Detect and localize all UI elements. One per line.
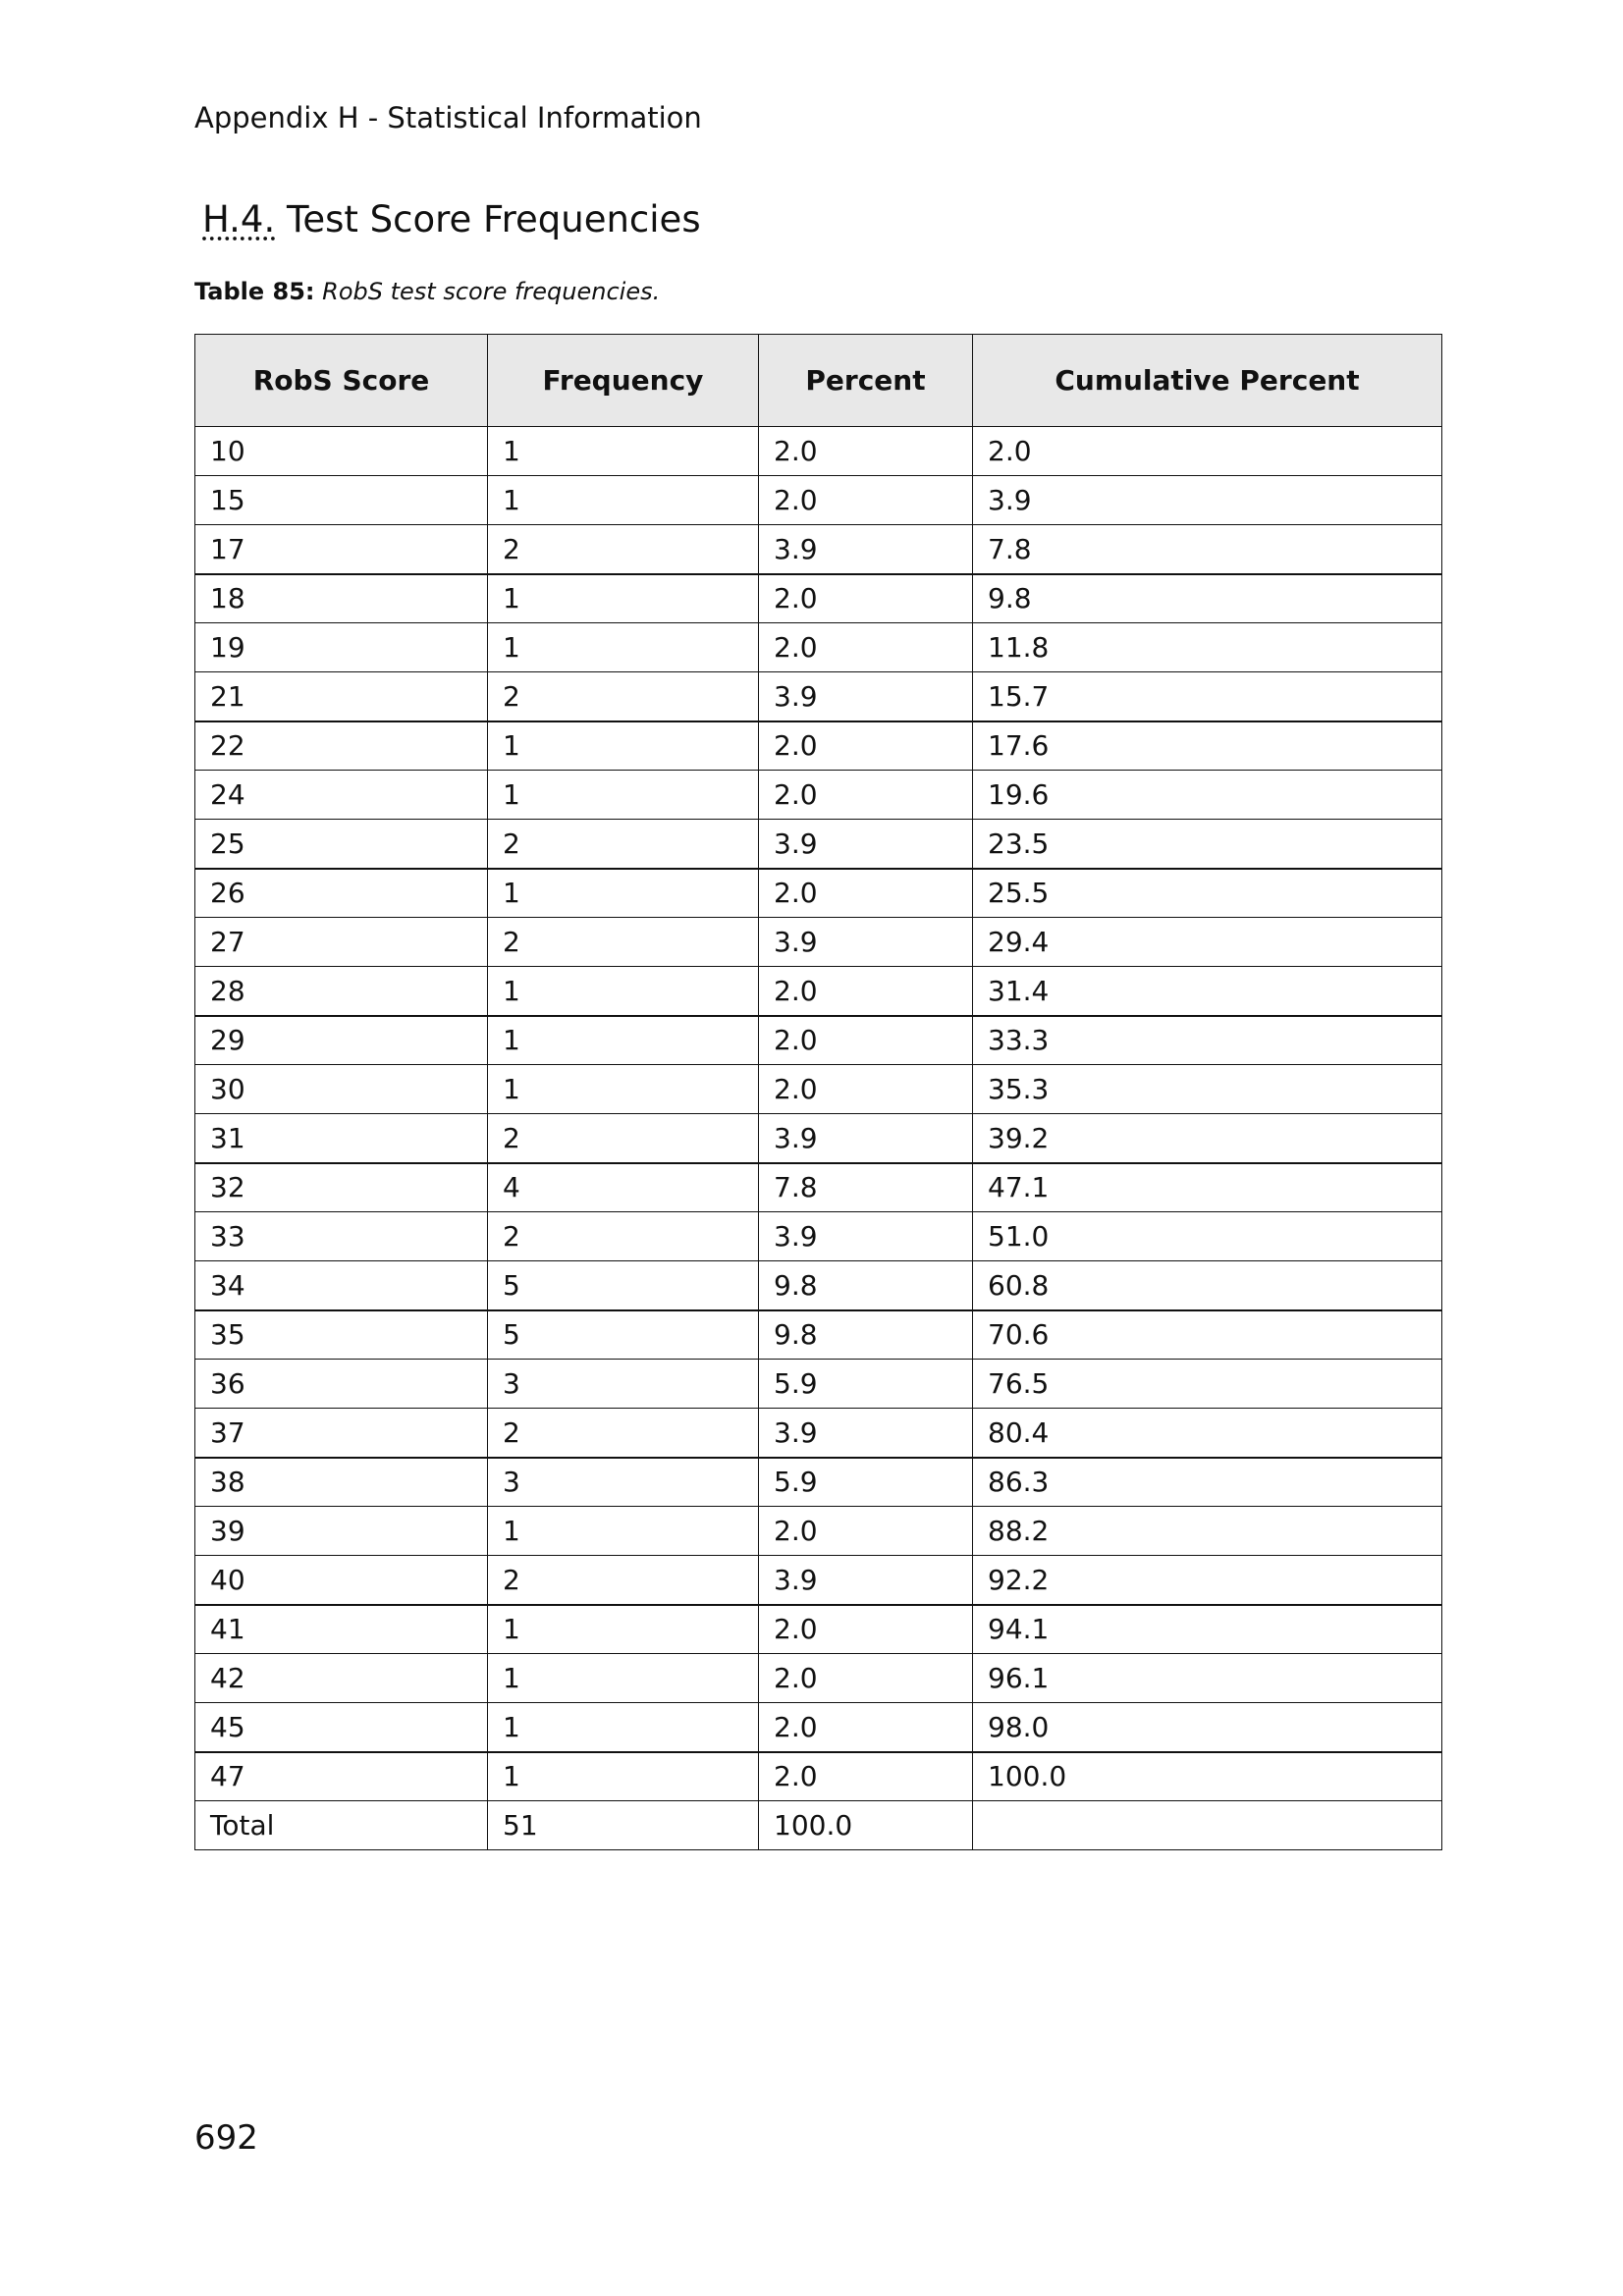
percent-cell: 2.0 [759, 771, 973, 820]
cumulative-percent-cell: 70.6 [973, 1310, 1442, 1360]
cumulative-percent-cell: 94.1 [973, 1605, 1442, 1654]
percent-cell: 3.9 [759, 525, 973, 574]
robs-score-cell: 31 [195, 1114, 488, 1163]
table-row [195, 967, 1442, 1016]
robs-score-cell: 19 [195, 623, 488, 672]
score-frequency-table [194, 334, 1442, 1850]
table-row [195, 820, 1442, 869]
cumulative-percent-cell: 2.0 [973, 427, 1442, 476]
frequency-cell: 5 [488, 1310, 759, 1360]
table-row [195, 918, 1442, 967]
frequency-cell: 2 [488, 918, 759, 967]
percent-cell: 2.0 [759, 869, 973, 918]
table-row [195, 1703, 1442, 1752]
percent-cell: 5.9 [759, 1360, 973, 1409]
cumulative-percent-cell: 15.7 [973, 672, 1442, 721]
frequency-cell: 2 [488, 1212, 759, 1261]
robs-score-cell: 21 [195, 672, 488, 721]
column-header-cumulative-percent: Cumulative Percent [973, 335, 1442, 427]
cumulative-percent-cell: 23.5 [973, 820, 1442, 869]
robs-score-cell: 37 [195, 1409, 488, 1458]
cumulative-percent-cell: 35.3 [973, 1065, 1442, 1114]
frequency-cell: 3 [488, 1458, 759, 1507]
cumulative-percent-cell: 88.2 [973, 1507, 1442, 1556]
robs-score-cell: 34 [195, 1261, 488, 1310]
table-row [195, 771, 1442, 820]
table-row [195, 1016, 1442, 1065]
table-row [195, 1458, 1442, 1507]
robs-score-cell: 25 [195, 820, 488, 869]
frequency-cell: 1 [488, 1654, 759, 1703]
frequency-cell: 5 [488, 1261, 759, 1310]
cumulative-percent-cell: 86.3 [973, 1458, 1442, 1507]
table-header-row [195, 335, 1442, 427]
percent-cell: 2.0 [759, 1703, 973, 1752]
percent-cell: 2.0 [759, 1605, 973, 1654]
frequency-cell: 1 [488, 623, 759, 672]
frequency-cell: 1 [488, 427, 759, 476]
cumulative-percent-cell: 98.0 [973, 1703, 1442, 1752]
cumulative-percent-cell: 96.1 [973, 1654, 1442, 1703]
robs-score-cell: 39 [195, 1507, 488, 1556]
frequency-cell: 1 [488, 1016, 759, 1065]
table-row [195, 1360, 1442, 1409]
column-header-frequency: Frequency [488, 335, 759, 427]
cumulative-percent-cell: 3.9 [973, 476, 1442, 525]
table-row [195, 1752, 1442, 1801]
frequency-cell: 1 [488, 1752, 759, 1801]
section-title: Test Score Frequencies [287, 198, 701, 240]
table-caption-text: RobS test score frequencies. [322, 278, 661, 305]
table-row [195, 1654, 1442, 1703]
table-row [195, 574, 1442, 623]
cumulative-percent-cell: 29.4 [973, 918, 1442, 967]
robs-score-cell: 28 [195, 967, 488, 1016]
robs-score-cell: 38 [195, 1458, 488, 1507]
table-row [195, 476, 1442, 525]
table-row [195, 672, 1442, 721]
robs-score-cell: 15 [195, 476, 488, 525]
frequency-cell: 2 [488, 672, 759, 721]
cumulative-percent-cell: 31.4 [973, 967, 1442, 1016]
robs-score-cell: 26 [195, 869, 488, 918]
frequency-cell: 1 [488, 1703, 759, 1752]
frequency-cell: 1 [488, 1065, 759, 1114]
robs-score-cell: 32 [195, 1163, 488, 1212]
table-row [195, 721, 1442, 771]
percent-cell: 9.8 [759, 1310, 973, 1360]
column-header-percent: Percent [759, 335, 973, 427]
robs-score-cell: Total [195, 1801, 488, 1850]
percent-cell: 3.9 [759, 1114, 973, 1163]
table-row [195, 1310, 1442, 1360]
table-body [195, 427, 1442, 1850]
robs-score-cell: 42 [195, 1654, 488, 1703]
percent-cell: 2.0 [759, 623, 973, 672]
robs-score-cell: 24 [195, 771, 488, 820]
cumulative-percent-cell: 9.8 [973, 574, 1442, 623]
robs-score-cell: 45 [195, 1703, 488, 1752]
frequency-cell: 2 [488, 1409, 759, 1458]
table-row [195, 427, 1442, 476]
frequency-cell: 2 [488, 525, 759, 574]
percent-cell: 9.8 [759, 1261, 973, 1310]
robs-score-cell: 17 [195, 525, 488, 574]
table-total-row [195, 1801, 1442, 1850]
frequency-cell: 51 [488, 1801, 759, 1850]
table-row [195, 1114, 1442, 1163]
section-number: H.4. [202, 198, 276, 240]
cumulative-percent-cell: 17.6 [973, 721, 1442, 771]
frequency-cell: 1 [488, 771, 759, 820]
column-header-robs-score: RobS Score [195, 335, 488, 427]
robs-score-cell: 29 [195, 1016, 488, 1065]
percent-cell: 3.9 [759, 820, 973, 869]
robs-score-cell: 22 [195, 721, 488, 771]
frequency-cell: 1 [488, 1605, 759, 1654]
robs-score-cell: 36 [195, 1360, 488, 1409]
percent-cell: 2.0 [759, 427, 973, 476]
frequency-cell: 2 [488, 1556, 759, 1605]
robs-score-cell: 18 [195, 574, 488, 623]
frequency-cell: 1 [488, 1507, 759, 1556]
table-row [195, 1409, 1442, 1458]
cumulative-percent-cell: 92.2 [973, 1556, 1442, 1605]
robs-score-cell: 30 [195, 1065, 488, 1114]
percent-cell: 2.0 [759, 721, 973, 771]
table-row [195, 623, 1442, 672]
table-row [195, 1163, 1442, 1212]
cumulative-percent-cell: 47.1 [973, 1163, 1442, 1212]
table-caption-label: Table 85: [194, 278, 315, 305]
percent-cell: 2.0 [759, 967, 973, 1016]
robs-score-cell: 27 [195, 918, 488, 967]
robs-score-cell: 33 [195, 1212, 488, 1261]
table-row [195, 869, 1442, 918]
frequency-cell: 3 [488, 1360, 759, 1409]
robs-score-cell: 41 [195, 1605, 488, 1654]
table-row [195, 1212, 1442, 1261]
frequency-cell: 4 [488, 1163, 759, 1212]
frequency-cell: 1 [488, 721, 759, 771]
table-row [195, 1507, 1442, 1556]
cumulative-percent-cell: 39.2 [973, 1114, 1442, 1163]
percent-cell: 2.0 [759, 476, 973, 525]
percent-cell: 2.0 [759, 1654, 973, 1703]
percent-cell: 5.9 [759, 1458, 973, 1507]
page-number: 692 [194, 2118, 258, 2158]
running-header: Appendix H - Statistical Information [194, 101, 702, 134]
table-caption [194, 275, 660, 308]
cumulative-percent-cell: 11.8 [973, 623, 1442, 672]
frequency-cell: 1 [488, 869, 759, 918]
percent-cell: 2.0 [759, 574, 973, 623]
frequency-cell: 1 [488, 476, 759, 525]
robs-score-cell: 40 [195, 1556, 488, 1605]
table-row [195, 1261, 1442, 1310]
cumulative-percent-cell: 33.3 [973, 1016, 1442, 1065]
cumulative-percent-cell [973, 1801, 1442, 1850]
frequency-cell: 1 [488, 967, 759, 1016]
cumulative-percent-cell: 60.8 [973, 1261, 1442, 1310]
percent-cell: 3.9 [759, 1212, 973, 1261]
cumulative-percent-cell: 51.0 [973, 1212, 1442, 1261]
cumulative-percent-cell: 80.4 [973, 1409, 1442, 1458]
percent-cell: 100.0 [759, 1801, 973, 1850]
section-heading [202, 196, 701, 243]
table-row [195, 1605, 1442, 1654]
frequency-cell: 1 [488, 574, 759, 623]
percent-cell: 3.9 [759, 1409, 973, 1458]
robs-score-cell: 35 [195, 1310, 488, 1360]
cumulative-percent-cell: 25.5 [973, 869, 1442, 918]
table-row [195, 1065, 1442, 1114]
percent-cell: 2.0 [759, 1752, 973, 1801]
percent-cell: 3.9 [759, 918, 973, 967]
percent-cell: 2.0 [759, 1507, 973, 1556]
cumulative-percent-cell: 7.8 [973, 525, 1442, 574]
cumulative-percent-cell: 100.0 [973, 1752, 1442, 1801]
table-row [195, 1556, 1442, 1605]
percent-cell: 7.8 [759, 1163, 973, 1212]
percent-cell: 3.9 [759, 1556, 973, 1605]
cumulative-percent-cell: 76.5 [973, 1360, 1442, 1409]
table-row [195, 525, 1442, 574]
percent-cell: 2.0 [759, 1065, 973, 1114]
frequency-cell: 2 [488, 1114, 759, 1163]
robs-score-cell: 47 [195, 1752, 488, 1801]
cumulative-percent-cell: 19.6 [973, 771, 1442, 820]
robs-score-cell: 10 [195, 427, 488, 476]
frequency-cell: 2 [488, 820, 759, 869]
percent-cell: 2.0 [759, 1016, 973, 1065]
percent-cell: 3.9 [759, 672, 973, 721]
